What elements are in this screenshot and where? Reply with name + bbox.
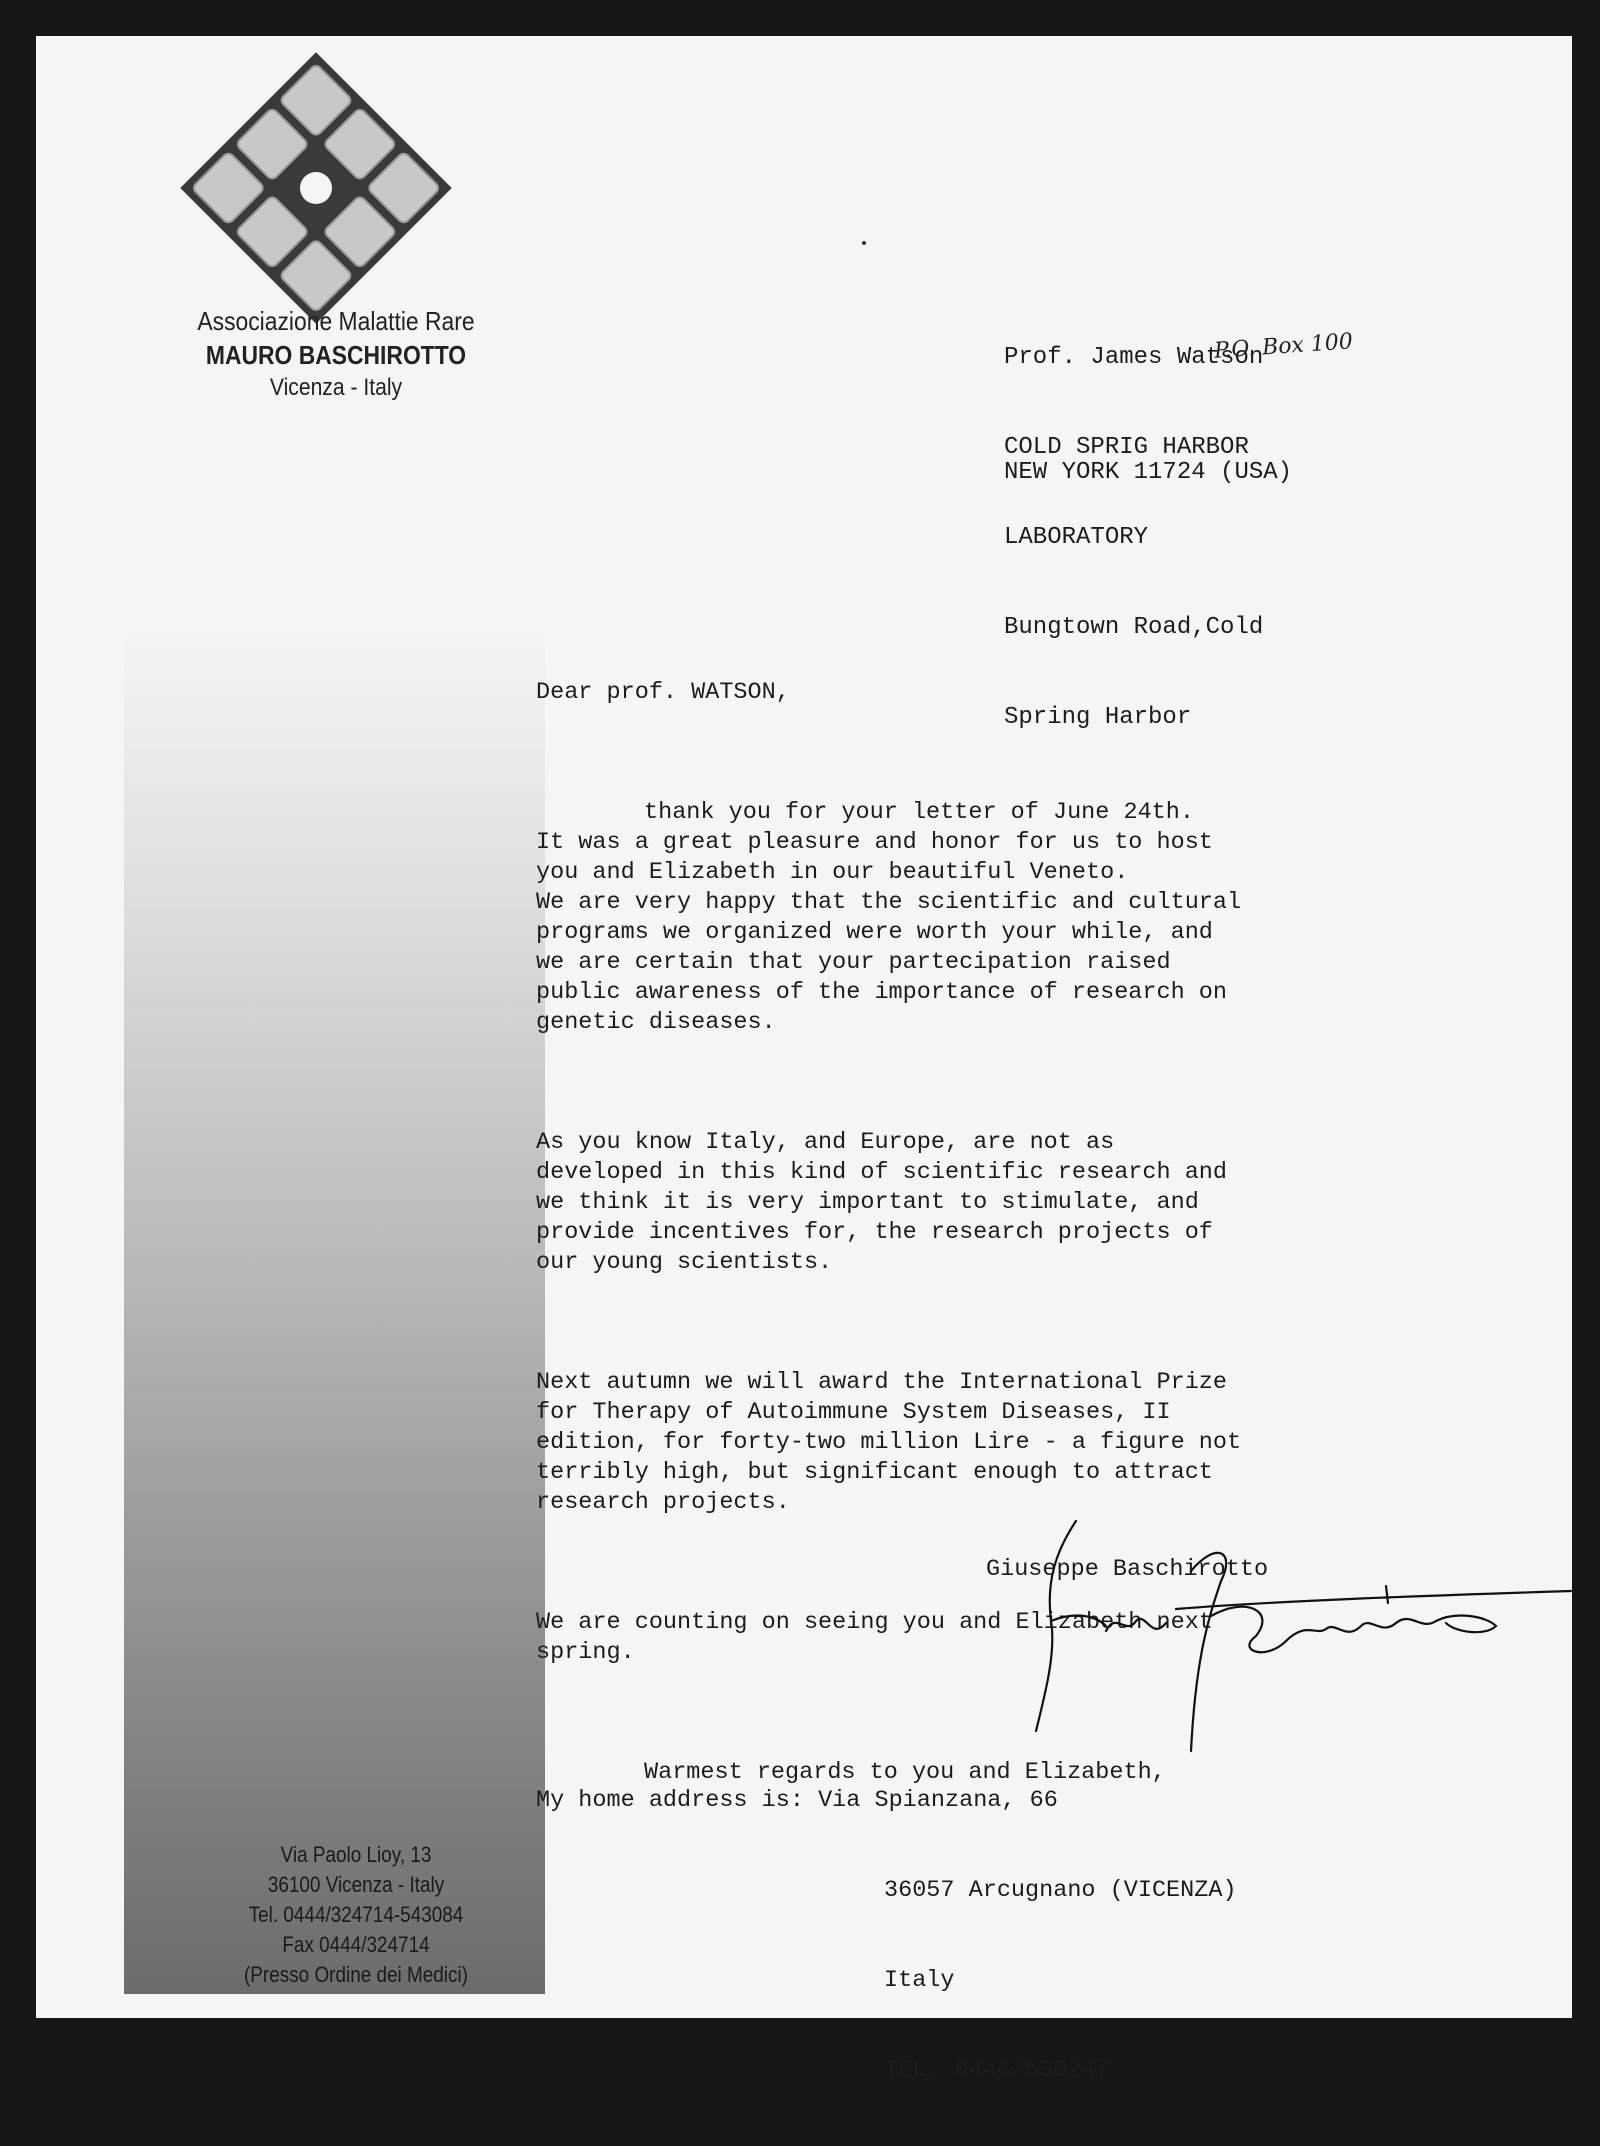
recipient-line: Bungtown Road,Cold [1004,614,1264,641]
letterhead-sidebar-band [124,626,545,1994]
association-namesake: MAURO BASCHIROTTO [205,340,467,370]
letterhead-footer-fax: Fax 0444/324714 [282,1932,430,1957]
association-city: Vicenza - Italy [269,374,403,401]
home-address-line: Via Spianzana, 66 [818,1787,1058,1814]
association-name: Associazione Malattie Rare [197,306,475,336]
closing: Warmest regards to you and Elizabeth, [644,1759,1166,1786]
home-address-line: Italy [884,1967,955,1994]
letterhead-footer-note: (Presso Ordine dei Medici) [244,1962,468,1987]
home-address-label: My home address is: [536,1787,804,1814]
salutation: Dear prof. WATSON, [536,679,790,706]
speck [862,241,866,245]
recipient-line: Prof. James Watson [1004,344,1264,371]
home-address-block [536,1726,1237,2146]
home-address-line: 36057 Arcugnano (VICENZA) [884,1877,1237,1904]
letterhead-footer-tel: Tel. 0444/324714-543084 [248,1902,464,1927]
paragraph: Next autumn we will award the International Prize for Therapy of Autoimmune System Diseases, II edition, for forty-two million Lire - a figure not terribly high, but significant enough to attract research projects. [536,1369,1242,1516]
letterhead-footer-street: Via Paolo Lioy, 13 [280,1842,432,1867]
association-logo-icon [176,48,456,328]
recipient-line: COLD SPRIG HARBOR [1004,434,1249,461]
recipient-line: LABORATORY [1004,524,1149,551]
signer-name: Giuseppe Baschirotto [986,1556,1269,1583]
paragraph: As you know Italy, and Europe, are not as developed in this kind of scientific research and we think it is very important to stimulate, and provide incentives for, the research projects of our young scientists. [536,1129,1228,1276]
paragraph: We are counting on seeing you and Elizabeth next spring. [536,1609,1213,1666]
letterhead-footer-city: 36100 Vicenza - Italy [267,1872,445,1897]
letter-page [36,36,1572,2084]
paragraph: thank you for your letter of June 24th. It was a great pleasure and honor for us to host you and Elizabeth in our beautiful Veneto. We are very happy that the scientific and cultural programs we organized were worth your while, and we are certain that your partecipation raised public awareness of the importance of research on genetic diseases. [536,799,1242,1036]
recipient-line: Spring Harbor [1004,704,1192,731]
handwritten-po-box-note: P.O. Box 100 [1213,329,1354,364]
handwritten-signature-icon [1016,1511,1576,1761]
recipient-city: NEW YORK 11724 (USA) [1004,459,1293,486]
home-address-line: TEL. 0444/550247 [884,2057,1110,2084]
